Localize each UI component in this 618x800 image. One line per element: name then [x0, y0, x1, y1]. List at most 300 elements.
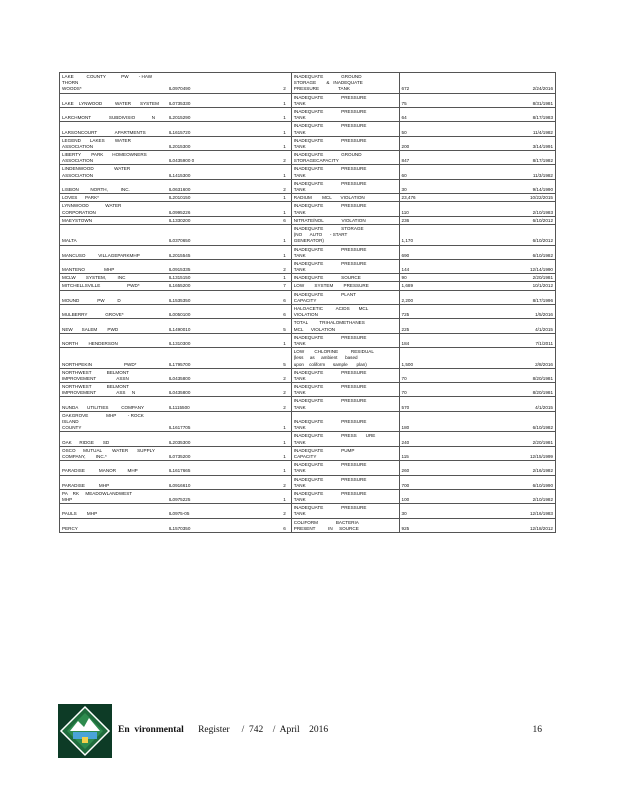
category-code-cell: 2: [259, 151, 291, 165]
facility-id-cell: IL2035300: [167, 432, 260, 446]
violation-cell: [291, 383, 399, 397]
cell-line: TANK: [293, 143, 306, 149]
facility-id-cell: IL1617665: [167, 461, 260, 475]
cell-line: STORAGECAPACITY: [293, 158, 339, 164]
table-row: [60, 224, 556, 245]
cell-line: MCL VIOLATION: [293, 326, 336, 332]
publication-name: En vironmental: [118, 725, 184, 735]
violation-date-cell: 12/16/1983: [483, 504, 555, 518]
facility-id-cell: IL1315150: [167, 274, 260, 282]
cell-line: TANK: [293, 252, 306, 258]
violation-cell: [291, 397, 399, 411]
violation-cell: [291, 504, 399, 518]
cell-line: PA RK MEADOWLANDWEST MHP: [62, 490, 156, 503]
population-served-cell: 60: [399, 165, 483, 179]
category-code-cell: 2: [259, 475, 291, 489]
violation-date-cell: 8/17/1983: [483, 107, 555, 121]
facility-id-cell: IL1310300: [167, 333, 260, 347]
cell-line: MALTA: [62, 238, 77, 244]
table-row: [60, 368, 556, 382]
facility-name-cell: [60, 475, 167, 489]
facility-name-cell: [60, 165, 167, 179]
violation-cell: [291, 290, 399, 304]
facility-id-cell: IL0916610: [167, 475, 260, 489]
cell-line: STORAGE & INADEQUATE: [293, 80, 363, 86]
cell-line: ASSOCIATION: [62, 158, 94, 164]
cell-line: INADEQUATE PRESSURE: [293, 246, 367, 252]
cell-line: TANK: [293, 100, 306, 106]
cell-line: TOTAL TRIHALOMETHANES: [293, 320, 365, 326]
cell-line: LAKE LYNWOOD WATER SYSTEM: [62, 100, 159, 106]
facility-name-cell: [60, 122, 167, 136]
facility-id-cell: IL1655200: [167, 282, 260, 290]
population-served-cell: 30: [399, 179, 483, 193]
violation-date-cell: 11/4/1982: [483, 122, 555, 136]
facility-name-cell: [60, 333, 167, 347]
category-code-cell: 6: [259, 216, 291, 224]
cell-line: TANK: [293, 390, 306, 396]
violation-date-cell: 12/14/1990: [483, 259, 555, 273]
facility-id-cell: IL1617705: [167, 411, 260, 432]
category-code-cell: 6: [259, 305, 291, 319]
facility-name-cell: [60, 179, 167, 193]
population-served-cell: 100: [399, 489, 483, 503]
facility-name-cell: [60, 383, 167, 397]
population-served-cell: 30: [399, 504, 483, 518]
table-row: [60, 333, 556, 347]
population-served-cell: 23,476: [399, 194, 483, 202]
cell-line: PARADISE MANOR MHP: [62, 468, 138, 474]
violation-date-cell: 1/5/2016: [483, 305, 555, 319]
violation-date-cell: 3/14/1991: [483, 136, 555, 150]
facility-name-cell: [60, 518, 167, 532]
cell-line: ASSOCIATION: [62, 143, 94, 149]
cell-line: LAKE COUNTY PW - HAW THORN: [62, 74, 154, 86]
facility-id-cell: IL1415300: [167, 165, 260, 179]
cell-line: INADEQUATE PRESSURE: [293, 369, 367, 375]
category-code-cell: 1: [259, 122, 291, 136]
category-code-cell: 1: [259, 194, 291, 202]
cell-line: LYNNWOOD WATER: [62, 203, 122, 209]
population-served-cell: 690: [399, 245, 483, 259]
population-served-cell: 70: [399, 383, 483, 397]
violation-date-cell: 2/10/1983: [483, 202, 555, 216]
violations-table-body: [60, 73, 556, 533]
violation-date-cell: 8/20/1981: [483, 368, 555, 382]
page-footer: [58, 704, 556, 764]
cell-line: RADIUM MCL VIOLATION: [293, 195, 365, 201]
facility-id-cell: IL0915335: [167, 259, 260, 273]
category-code-cell: 2: [259, 73, 291, 94]
table-row: [60, 411, 556, 432]
cell-line: TANK: [293, 129, 306, 135]
cell-line: INADEQUATE PRESSURE: [293, 166, 367, 172]
facility-id-cell: IL2015300: [167, 136, 260, 150]
facility-name-cell: [60, 348, 167, 369]
violation-cell: [291, 432, 399, 446]
cell-line: TANK: [293, 209, 306, 215]
cell-line: LARSONCOURT APARTMENTS: [62, 129, 146, 135]
violation-cell: [291, 333, 399, 347]
facility-name-cell: [60, 411, 167, 432]
violation-date-cell: 8/17/1982: [483, 151, 555, 165]
cell-line: INADEQUATE PRESSURE: [293, 260, 367, 266]
population-served-cell: 725: [399, 305, 483, 319]
violation-cell: [291, 202, 399, 216]
facility-id-cell: IL1795700: [167, 348, 260, 369]
violation-date-cell: 9/14/1990: [483, 179, 555, 193]
violation-date-cell: 4/1/2015: [483, 397, 555, 411]
population-served-cell: 225: [399, 319, 483, 333]
violation-date-cell: 6/10/2012: [483, 216, 555, 224]
cell-line: INADEQUATE PRESSURE: [293, 490, 367, 496]
cell-line: INADEQUATE PRESSURE: [293, 137, 367, 143]
cell-line: INADEQUATE PRESSURE: [293, 384, 367, 390]
category-code-cell: 6: [259, 290, 291, 304]
table-row: [60, 93, 556, 107]
category-code-cell: 2: [259, 383, 291, 397]
cell-line: IMPROVEMENT ASSN: [62, 375, 129, 381]
category-code-cell: 1: [259, 274, 291, 282]
population-served-cell: 1,170: [399, 224, 483, 245]
population-served-cell: 570: [399, 397, 483, 411]
facility-name-cell: [60, 290, 167, 304]
facility-id-cell: IL2010150: [167, 194, 260, 202]
cell-line: NITRATE/NOL VIOLATION: [293, 217, 366, 223]
category-code-cell: 1: [259, 461, 291, 475]
violation-date-cell: 2/24/2016: [483, 73, 555, 94]
facility-id-cell: IL0370650: [167, 224, 260, 245]
violation-date-cell: 6/10/2012: [483, 224, 555, 245]
violation-cell: [291, 73, 399, 94]
population-served-cell: 90: [399, 274, 483, 282]
population-served-cell: 260: [399, 461, 483, 475]
cell-line: INADEQUATE PUMP: [293, 447, 355, 453]
cell-line: TANK: [293, 404, 306, 410]
violation-date-cell: 6/10/1990: [483, 475, 555, 489]
cell-line: PERCY: [62, 525, 78, 531]
violation-cell: [291, 224, 399, 245]
population-served-cell: 672: [399, 73, 483, 94]
facility-id-cell: IL0050100: [167, 305, 260, 319]
category-code-cell: 1: [259, 333, 291, 347]
facility-name-cell: [60, 432, 167, 446]
violation-cell: [291, 475, 399, 489]
population-served-cell: 200: [399, 136, 483, 150]
violation-date-cell: 2/20/1981: [483, 432, 555, 446]
cell-line: INADEQUATE PRESSURE: [293, 123, 367, 129]
violation-cell: [291, 518, 399, 532]
cell-line: NEW SALEM PWD: [62, 326, 119, 332]
cell-line: MCLW SYSTEM, INC: [62, 275, 126, 281]
facility-id-cell: IL2015545: [167, 245, 260, 259]
population-served-cell: 700: [399, 475, 483, 489]
cell-line: LINDENWOOD WATER: [62, 166, 131, 172]
table-row: [60, 290, 556, 304]
cell-line: HALOACETIC ACIDS MCL: [293, 306, 369, 311]
cell-line: NORTHWEST BELMONT: [62, 369, 129, 375]
facility-name-cell: [60, 151, 167, 165]
facility-id-cell: IL0631600: [167, 179, 260, 193]
facility-id-cell: IL1570350: [167, 518, 260, 532]
table-row: [60, 383, 556, 397]
category-code-cell: 2: [259, 368, 291, 382]
facility-id-cell: IL1115500: [167, 397, 260, 411]
cell-line: MOUND PW D: [62, 297, 121, 303]
violation-cell: [291, 151, 399, 165]
facility-id-cell: IL0970490: [167, 73, 260, 94]
violation-cell: [291, 179, 399, 193]
cell-line: LOW CHLORINE RESIDUAL: [293, 349, 374, 355]
violation-cell: [291, 259, 399, 273]
violation-date-cell: 10/22/2015: [483, 194, 555, 202]
table-row: [60, 504, 556, 518]
population-served-cell: 115: [399, 446, 483, 460]
table-row: [60, 151, 556, 165]
facility-id-cell: IL0435800: [167, 383, 260, 397]
population-served-cell: 70: [399, 368, 483, 382]
facility-id-cell: IL1330200: [167, 216, 260, 224]
category-code-cell: 6: [259, 518, 291, 532]
category-code-cell: 1: [259, 93, 291, 107]
population-served-cell: 110: [399, 202, 483, 216]
cell-line: TANK: [293, 340, 306, 346]
population-served-cell: 240: [399, 432, 483, 446]
table-row: [60, 136, 556, 150]
facility-id-cell: IL1490010: [167, 319, 260, 333]
cell-line: INADEQUATE PRESSURE: [293, 203, 367, 209]
cell-line: INADEQUATE PRESS URE: [293, 433, 376, 439]
violation-date-cell: 2/8/2016: [483, 348, 555, 369]
violation-cell: [291, 446, 399, 460]
cell-line: LOVES PARK*: [62, 195, 99, 201]
facility-name-cell: [60, 368, 167, 382]
category-code-cell: 5: [259, 348, 291, 369]
facility-id-cell: IL0735330: [167, 93, 260, 107]
table-row: [60, 245, 556, 259]
cell-line: INADEQUATE PRESSURE: [293, 505, 367, 511]
violation-date-cell: 8/17/1996: [483, 290, 555, 304]
facility-id-cell: IL0435800: [167, 368, 260, 382]
cell-line: TANK: [293, 172, 306, 178]
facility-name-cell: [60, 73, 167, 94]
facility-id-cell: IL1615720: [167, 122, 260, 136]
population-served-cell: 75: [399, 93, 483, 107]
facility-name-cell: [60, 461, 167, 475]
cell-line: VIOLATION: [293, 312, 318, 318]
facility-name-cell: [60, 282, 167, 290]
violation-cell: [291, 489, 399, 503]
facility-name-cell: [60, 194, 167, 202]
cell-line: INADEQUATE PRESSURE: [293, 108, 367, 114]
cell-line: TANK: [293, 497, 306, 503]
cell-line: INADEQUATE PLANT: [293, 291, 356, 297]
cell-line: MITCHELLSVILLE PWD*: [62, 283, 140, 289]
facility-id-cell: IL0435900 0: [167, 151, 260, 165]
violation-date-cell: 2/20/1981: [483, 274, 555, 282]
table-row: [60, 216, 556, 224]
cell-line: LOW SYSTEM PRESSURE: [293, 283, 369, 289]
table-row: [60, 107, 556, 121]
cell-line: INADEQUATE STORAGE: [293, 225, 364, 231]
population-served-cell: 1,689: [399, 282, 483, 290]
population-served-cell: 184: [399, 333, 483, 347]
table-row: [60, 73, 556, 94]
table-row: [60, 461, 556, 475]
category-code-cell: 2: [259, 504, 291, 518]
cell-line: OAK RIDGE SD: [62, 439, 110, 445]
cell-line: LIBERTY PARK HOMEOWNERS: [62, 152, 147, 158]
facility-name-cell: [60, 446, 167, 460]
violation-date-cell: 2/16/1982: [483, 461, 555, 475]
population-served-cell: 925: [399, 518, 483, 532]
category-code-cell: 1: [259, 446, 291, 460]
cell-line: TANK: [293, 375, 306, 381]
illinois-register-logo-icon: [58, 704, 112, 758]
cell-line: PRESENT IN SOURCE: [293, 525, 359, 531]
category-code-cell: 1: [259, 245, 291, 259]
cell-line: TANK: [293, 511, 306, 517]
violation-cell: [291, 461, 399, 475]
category-code-cell: 1: [259, 165, 291, 179]
violation-cell: [291, 245, 399, 259]
cell-line: MANTENO MHP: [62, 267, 115, 273]
category-code-cell: 1: [259, 489, 291, 503]
table-row: [60, 194, 556, 202]
facility-name-cell: [60, 93, 167, 107]
facility-name-cell: [60, 319, 167, 333]
facility-name-cell: [60, 107, 167, 121]
category-code-cell: 1: [259, 202, 291, 216]
cell-line: CAPACITY: [293, 453, 317, 459]
table-row: [60, 518, 556, 532]
cell-line: LEGEND LAKES WATER: [62, 137, 131, 143]
population-served-cell: 64: [399, 107, 483, 121]
violation-cell: [291, 107, 399, 121]
cell-line: TANK: [293, 425, 306, 431]
cell-line: COLIFORM BACTERIA: [293, 519, 359, 525]
cell-line: TANK: [293, 482, 306, 488]
violation-date-cell: 12/15/1999: [483, 446, 555, 460]
cell-line: NORTHPEKIN PWD*: [62, 361, 137, 367]
facility-id-cell: IL0735200: [167, 446, 260, 460]
facility-name-cell: [60, 245, 167, 259]
cell-line: COUNTY: [62, 425, 82, 431]
violation-cell: [291, 305, 399, 319]
category-code-cell: 1: [259, 136, 291, 150]
category-code-cell: 1: [259, 224, 291, 245]
violation-cell: [291, 216, 399, 224]
cell-line: TANK: [293, 439, 306, 445]
table-row: [60, 259, 556, 273]
facility-name-cell: [60, 136, 167, 150]
facility-name-cell: [60, 504, 167, 518]
violation-date-cell: 8/31/1981: [483, 93, 555, 107]
facility-name-cell: [60, 224, 167, 245]
category-code-cell: 2: [259, 259, 291, 273]
cell-line: GENERATOR): [293, 238, 324, 244]
cell-line: OAKGROVE MHP - ROCK ISLAND: [62, 412, 155, 424]
cell-line: LARCHMONT SUBDIVISIO N: [62, 115, 156, 121]
cell-line: PRESSURE TANK: [293, 86, 350, 92]
facility-id-cell: IL2015290: [167, 107, 260, 121]
population-served-cell: 1,500: [399, 348, 483, 369]
violations-table-region: [59, 72, 556, 533]
table-row: [60, 319, 556, 333]
cell-line: INADEQUATE GROUND: [293, 74, 362, 79]
facility-name-cell: [60, 259, 167, 273]
violation-date-cell: 8/20/1981: [483, 383, 555, 397]
cell-line: COMPANY, INC.*: [62, 453, 107, 459]
category-code-cell: 7: [259, 282, 291, 290]
violation-cell: [291, 368, 399, 382]
cell-line: LISBON NORTH, INC.: [62, 187, 130, 192]
cell-line: CORPORATION: [62, 209, 96, 215]
facility-id-cell: IL0975-05: [167, 504, 260, 518]
facility-id-cell: IL1535350: [167, 290, 260, 304]
violation-cell: [291, 348, 399, 369]
cell-line: TANK: [293, 115, 306, 121]
category-code-cell: 1: [259, 107, 291, 121]
violation-date-cell: 7/1/2011: [483, 333, 555, 347]
cell-line: INADEQUATE SOURCE: [293, 275, 361, 281]
violation-cell: [291, 194, 399, 202]
category-code-cell: 1: [259, 411, 291, 432]
cell-line: (NO AUTO - START: [293, 232, 348, 238]
cell-line: INADEQUATE PRESSURE: [293, 419, 367, 424]
table-row: [60, 348, 556, 369]
population-served-cell: 236: [399, 216, 483, 224]
violation-date-cell: 6/10/1982: [483, 411, 555, 432]
cell-line: TANK: [293, 468, 306, 474]
category-code-cell: 2: [259, 179, 291, 193]
violation-date-cell: 10/1/2012: [483, 282, 555, 290]
cell-line: WOODS*: [62, 86, 82, 92]
facility-name-cell: [60, 274, 167, 282]
cell-line: INADEQUATE PRESSURE: [293, 398, 367, 404]
cell-line: MANCUSO VILLAGEPARKMHP: [62, 252, 140, 258]
table-row: [60, 165, 556, 179]
cell-line: INADEQUATE PRESSURE: [293, 476, 367, 482]
violation-date-cell: 6/10/1982: [483, 245, 555, 259]
cell-line: INADEQUATE PRESSURE: [293, 180, 367, 186]
table-row: [60, 432, 556, 446]
violation-cell: [291, 411, 399, 432]
cell-line: MAEYSTOWN: [62, 217, 93, 223]
cell-line: upon coliform sample plan): [293, 361, 367, 367]
table-row: [60, 305, 556, 319]
category-code-cell: 2: [259, 397, 291, 411]
table-row: [60, 397, 556, 411]
facility-name-cell: [60, 397, 167, 411]
violation-date-cell: 11/3/1982: [483, 165, 555, 179]
table-row: [60, 282, 556, 290]
cell-line: NORTH HENDERSON: [62, 340, 118, 346]
facility-name-cell: [60, 305, 167, 319]
cell-line: TANK: [293, 267, 306, 273]
population-served-cell: 2,200: [399, 290, 483, 304]
facility-name-cell: [60, 489, 167, 503]
violation-date-cell: 4/1/2015: [483, 319, 555, 333]
violation-cell: [291, 274, 399, 282]
cell-line: CAPACITY: [293, 297, 317, 303]
cell-line: IMPROVEMENT ASS N: [62, 390, 136, 396]
table-row: [60, 446, 556, 460]
cell-line: INADEQUATE PRESSURE: [293, 462, 367, 468]
violation-cell: [291, 136, 399, 150]
table-row: [60, 122, 556, 136]
violations-table: [59, 72, 556, 533]
